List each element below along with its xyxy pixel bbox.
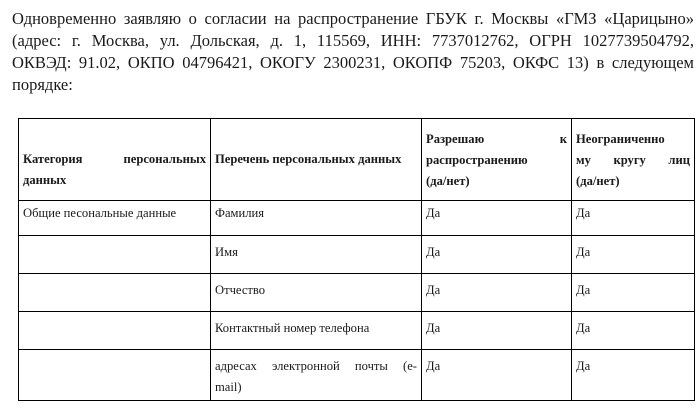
cell-category (19, 350, 211, 401)
cell-item: Фамилия (211, 201, 422, 236)
header-category: Категория персональных данных (19, 119, 211, 201)
consent-intro-paragraph (12, 8, 694, 96)
cell-item: Отчество (211, 274, 422, 312)
cell-unlimited: Да (572, 236, 695, 274)
personal-data-table (18, 118, 695, 401)
table-header-row (19, 119, 695, 201)
intro-line-4: порядке: (12, 75, 73, 94)
cell-allow: Да (422, 236, 572, 274)
cell-unlimited: Да (572, 201, 695, 236)
cell-unlimited: Да (572, 350, 695, 401)
cell-category: Общие песональные данные (19, 201, 211, 236)
header-allow: Разрешаю к распространению (да/нет) (422, 119, 572, 201)
table-row (19, 236, 695, 274)
intro-line-1: Одновременно заявляю о согласии на распространение ГБУК г. Москвы «ГМЗ «Царицыно» (12, 9, 694, 28)
cell-allow: Да (422, 312, 572, 350)
table-row (19, 312, 695, 350)
intro-line-2: (адрес: г. Москва, ул. Дольская, д. 1, 115569, ИНН: 7737012762, ОГРН 1027739504792, (12, 31, 694, 50)
table-row (19, 201, 695, 236)
cell-unlimited: Да (572, 274, 695, 312)
cell-allow: Да (422, 274, 572, 312)
cell-category (19, 274, 211, 312)
cell-category (19, 236, 211, 274)
intro-line-3: ОКВЭД: 91.02, ОКПО 04796421, ОКОГУ 2300231, ОКОПФ 75203, ОКФС 13) в следующем (12, 53, 694, 72)
cell-item: Контактный номер телефона (211, 312, 422, 350)
header-list: Перечень персональных данных (211, 119, 422, 201)
table-row (19, 274, 695, 312)
table-row (19, 350, 695, 401)
cell-allow: Да (422, 201, 572, 236)
cell-category (19, 312, 211, 350)
header-unlimited: Неограниченно му кругу лиц (да/нет) (572, 119, 695, 201)
cell-item: Имя (211, 236, 422, 274)
cell-unlimited: Да (572, 312, 695, 350)
cell-item: адресах электронной почты (e- mail) (211, 350, 422, 401)
cell-allow: Да (422, 350, 572, 401)
